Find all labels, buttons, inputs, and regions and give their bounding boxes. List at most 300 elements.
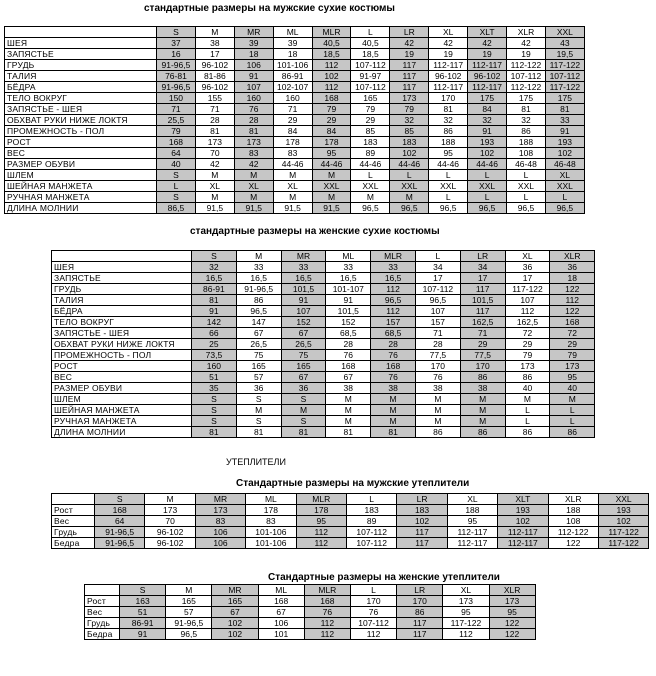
row-label: ЗАПЯСТЬЕ - ШЕЯ [5,104,157,115]
table-cell: 84 [468,104,507,115]
table-cell: 16,5 [281,273,326,284]
table-cell: L [507,192,546,203]
table-cell: 44-46 [351,159,390,170]
table-cell: 46-48 [545,159,584,170]
table-cell: 173 [443,596,489,607]
table-cell: 96,5 [351,203,390,214]
table-cell: 112-117 [447,538,497,549]
table-cell: S [236,416,281,427]
table-cell: 91,5 [273,203,312,214]
table-cell: 18 [234,49,273,60]
table-cell: XXL [429,181,468,192]
size-header-cell: M [195,27,234,38]
table-cell: 112 [296,538,346,549]
table-cell: L [550,405,595,416]
table-cell: 112 [304,618,350,629]
table-cell: 67 [212,607,258,618]
table-cell: M [371,405,416,416]
table-cell: 108 [548,516,598,527]
table-cell: M [415,394,460,405]
table-cell: M [312,170,351,181]
table-cell: 178 [246,505,296,516]
table-cell: 170 [397,596,443,607]
table-cell: 17 [415,273,460,284]
table-cell: 32 [468,115,507,126]
size-header-cell: M [236,251,281,262]
table-cell: 91 [120,629,166,640]
table-cell: 147 [236,317,281,328]
table-row [5,82,585,93]
table-cell: 168 [550,317,595,328]
table-cell: 112 [371,284,416,295]
table-cell: 101-106 [246,527,296,538]
table-row [5,93,585,104]
table-cell: 96-102 [145,538,195,549]
table-cell: 150 [157,93,196,104]
table-cell: 75 [236,350,281,361]
table-cell: 29 [351,115,390,126]
table-row [5,181,585,192]
table-cell: 101-106 [273,60,312,71]
table-cell: 122 [489,618,535,629]
size-header-cell: L [350,585,396,596]
table-cell: 76 [371,350,416,361]
table-cell: L [468,192,507,203]
table-cell: 42 [234,159,273,170]
table-cell: S [281,416,326,427]
table-cell: M [415,416,460,427]
table-cell: 86 [505,427,550,438]
table-cell: 38 [371,383,416,394]
table-cell: 101-107 [326,284,371,295]
table-cell: 107-112 [415,284,460,295]
table-cell: 168 [371,361,416,372]
row-label: ЗАПЯСТЬЕ [52,273,192,284]
table-cell: L [468,170,507,181]
table-cell: M [326,416,371,427]
table-cell: 96,5 [429,203,468,214]
table-cell: 170 [415,361,460,372]
size-header-cell: XLR [489,585,535,596]
table-row [5,60,585,71]
table-cell: 117-122 [598,538,648,549]
table-cell: 29 [273,115,312,126]
table-cell: 76-81 [157,71,196,82]
row-label: ШЛЕМ [5,170,157,181]
table-cell: XL [273,181,312,192]
table-cell: M [460,405,505,416]
table-cell: 67 [281,372,326,383]
table-cell: 76 [304,607,350,618]
size-header-cell: S [157,27,196,38]
row-label: РУЧНАЯ МАНЖЕТА [5,192,157,203]
row-label: ТЕЛО ВОКРУГ [52,317,192,328]
size-header-cell: MLR [296,494,346,505]
table-cell: 117 [460,284,505,295]
table-cell: 91-96,5 [95,527,145,538]
table-cell: 107-112 [545,71,584,82]
table-cell: 112-122 [507,60,546,71]
table-cell: 64 [157,148,196,159]
table-cell: 28 [195,115,234,126]
table-cell: L [507,170,546,181]
table-cell: 168 [258,596,304,607]
table-cell: 102 [498,516,548,527]
table-cell: 57 [166,607,212,618]
table-cell: 165 [166,596,212,607]
table-row [5,104,585,115]
table-row [52,350,595,361]
table-cell: 112 [505,306,550,317]
size-header-cell: XXL [598,494,648,505]
table-row [52,295,595,306]
table-cell: 155 [195,93,234,104]
table-cell: 81 [545,104,584,115]
row-label: Грудь [85,618,120,629]
table-cell: S [192,416,237,427]
table-cell: 96,5 [468,203,507,214]
table-cell: 70 [145,516,195,527]
table-cell: S [192,405,237,416]
table-cell: 17 [195,49,234,60]
table-cell: 66 [192,328,237,339]
table-cell: M [273,170,312,181]
size-header-cell: LR [390,27,429,38]
table-cell: 163 [120,596,166,607]
table-cell: 102 [397,516,447,527]
size-header-cell: LR [397,585,443,596]
table-cell: 117-122 [545,60,584,71]
women-insul-size-table [84,584,536,640]
table-cell: 106 [258,618,304,629]
size-header-cell: L [346,494,396,505]
table-cell: 38 [195,38,234,49]
table-cell: 89 [346,516,396,527]
table-cell: 102 [598,516,648,527]
table-cell: 122 [550,306,595,317]
table-cell: 112 [443,629,489,640]
table-cell: M [371,416,416,427]
table-cell: 91 [468,126,507,137]
table-cell: 112-117 [429,60,468,71]
size-header-cell: XL [443,585,489,596]
table-cell: 68,5 [326,328,371,339]
table-cell: 102 [545,148,584,159]
table-row [52,383,595,394]
row-label: Бедра [52,538,95,549]
table-cell: 112 [296,527,346,538]
table-cell: 86 [550,427,595,438]
row-label: ЗАПЯСТЬЕ - ШЕЯ [52,328,192,339]
table-cell: S [281,394,326,405]
table-cell: 91-96,5 [95,538,145,549]
table-cell: 91,5 [195,203,234,214]
table-cell: 67 [258,607,304,618]
table-cell: 86 [507,126,546,137]
table-cell: 175 [507,93,546,104]
row-label: РАЗМЕР ОБУВИ [5,159,157,170]
table-cell: 81 [429,104,468,115]
table-cell: 112-122 [507,82,546,93]
table-cell: 29 [460,339,505,350]
table-cell: 101-106 [246,538,296,549]
table-row [5,170,585,181]
table-cell: S [157,192,196,203]
table-cell: 81 [507,104,546,115]
table-cell: 101,5 [460,295,505,306]
table-cell: 16 [157,49,196,60]
table-row [52,273,595,284]
table-cell: 173 [234,137,273,148]
table-cell: S [157,170,196,181]
table-cell: 44-46 [273,159,312,170]
table-row [85,629,536,640]
table-cell: 33 [236,262,281,273]
table-cell: 85 [390,126,429,137]
table-cell: 40 [505,383,550,394]
table-cell: 36 [236,383,281,394]
row-label: Вес [52,516,95,527]
table-cell: 75 [281,350,326,361]
table-cell: 91 [326,295,371,306]
table-cell: 36 [550,262,595,273]
table-cell: L [429,192,468,203]
row-label: ТАЛИЯ [5,71,157,82]
table-row [5,71,585,82]
table-cell: 19 [390,49,429,60]
table-cell: 178 [296,505,346,516]
size-header-cell: MR [234,27,273,38]
size-header-cell: S [95,494,145,505]
table-cell: 32 [390,115,429,126]
table-cell: 34 [460,262,505,273]
row-label: ШЕЯ [5,38,157,49]
header-corner [52,251,192,262]
header-corner [85,585,120,596]
table-cell: 36 [281,383,326,394]
table-cell: M [460,394,505,405]
table-cell: 162,5 [460,317,505,328]
table-cell: 42 [507,38,546,49]
table-cell: M [273,192,312,203]
row-label: Грудь [52,527,95,538]
table-cell: 79 [351,104,390,115]
table-row [52,262,595,273]
table-row [52,284,595,295]
table-cell: 29 [550,339,595,350]
table-cell: 117 [390,82,429,93]
table-cell: L [505,416,550,427]
table-cell: M [505,394,550,405]
table-row [5,126,585,137]
table-cell: 85 [351,126,390,137]
table-cell: 165 [351,93,390,104]
table-cell: 102 [212,629,258,640]
size-header-cell: XL [447,494,497,505]
table-cell: 91 [281,295,326,306]
table-cell: 112 [312,82,351,93]
row-label: ШЕЙНАЯ МАНЖЕТА [5,181,157,192]
table-cell: 91-96,5 [236,284,281,295]
table-cell: 142 [192,317,237,328]
table-cell: 38 [415,383,460,394]
table-cell: L [545,192,584,203]
table-cell: 26,5 [281,339,326,350]
table-cell: 81 [192,295,237,306]
row-label: ШЕЯ [52,262,192,273]
size-header-cell: S [120,585,166,596]
table-cell: 79 [390,104,429,115]
table-cell: 112-117 [468,82,507,93]
table-cell: 101,5 [326,306,371,317]
table-cell: 83 [246,516,296,527]
table-cell: 112-117 [498,527,548,538]
row-label: ОБХВАТ РУКИ НИЖЕ ЛОКТЯ [5,115,157,126]
table-cell: 33 [371,262,416,273]
table-row [5,49,585,60]
table-cell: 96,5 [507,203,546,214]
table-cell: 122 [550,284,595,295]
table-cell: 117 [397,618,443,629]
table-cell: 40,5 [351,38,390,49]
table-cell: 168 [326,361,371,372]
table-cell: 173 [195,137,234,148]
men-insul-title: Стандартные размеры на мужские утеплители [236,478,470,489]
table-row [5,148,585,159]
table-cell: 42 [429,38,468,49]
row-label: ШЕЙНАЯ МАНЖЕТА [52,405,192,416]
table-cell: 102 [312,71,351,82]
table-cell: 38 [460,383,505,394]
table-cell: 107-112 [346,527,396,538]
table-row [52,306,595,317]
table-row [52,339,595,350]
table-cell: 117-122 [545,82,584,93]
table-cell: 18 [273,49,312,60]
table-cell: 57 [236,372,281,383]
table-cell: M [195,192,234,203]
table-cell: 96-102 [429,71,468,82]
table-cell: 117 [397,527,447,538]
table-cell: 91-96,5 [166,618,212,629]
table-cell: 25 [192,339,237,350]
size-header-cell: XL [429,27,468,38]
table-cell: 157 [371,317,416,328]
size-header-cell: ML [326,251,371,262]
table-cell: 107-112 [346,538,396,549]
table-row [5,115,585,126]
table-cell: 39 [234,38,273,49]
table-cell: 91-96,5 [157,82,196,93]
size-header-cell: MR [212,585,258,596]
table-cell: 96,5 [415,295,460,306]
table-cell: 173 [390,93,429,104]
table-row [5,159,585,170]
table-cell: XXL [545,181,584,192]
table-cell: 86 [397,607,443,618]
row-label: БЁДРА [52,306,192,317]
size-header-cell: XXL [545,27,584,38]
table-cell: 117-122 [505,284,550,295]
table-cell: 96,5 [166,629,212,640]
table-cell: 170 [429,93,468,104]
row-label: РОСТ [52,361,192,372]
row-label: Рост [52,505,95,516]
table-row [52,538,649,549]
row-label: РУЧНАЯ МАНЖЕТА [52,416,192,427]
table-row [85,618,536,629]
table-cell: 160 [273,93,312,104]
table-cell: M [390,192,429,203]
table-cell: 35 [192,383,237,394]
table-cell: 71 [273,104,312,115]
size-header-cell: S [192,251,237,262]
table-cell: 46-48 [507,159,546,170]
table-cell: 19 [429,49,468,60]
table-cell: 101,5 [281,284,326,295]
table-cell: XL [195,181,234,192]
row-label: ГРУДЬ [52,284,192,295]
table-cell: 173 [195,505,245,516]
table-row [52,505,649,516]
table-cell: 117 [390,60,429,71]
table-cell: 112-117 [498,538,548,549]
table-cell: 40 [550,383,595,394]
table-row [52,394,595,405]
size-header-cell: L [351,27,390,38]
table-cell: 117-122 [443,618,489,629]
table-cell: 102 [212,618,258,629]
table-cell: 86-91 [273,71,312,82]
table-cell: 71 [157,104,196,115]
table-cell: 160 [192,361,237,372]
table-cell: 32 [507,115,546,126]
table-cell: 36 [505,262,550,273]
table-cell: 81 [195,126,234,137]
table-cell: 178 [273,137,312,148]
table-cell: 86,5 [157,203,196,214]
table-cell: 112-117 [447,527,497,538]
row-label: РОСТ [5,137,157,148]
size-header-cell: MLR [371,251,416,262]
table-cell: 183 [390,137,429,148]
size-header-cell: LR [397,494,447,505]
table-row [5,192,585,203]
table-cell: M [234,192,273,203]
table-cell: M [312,192,351,203]
row-label: ПРОМЕЖНОСТЬ - ПОЛ [52,350,192,361]
table-row [5,203,585,214]
table-cell: XXL [351,181,390,192]
table-cell: 81-86 [195,71,234,82]
table-cell: M [371,394,416,405]
table-cell: XXL [390,181,429,192]
table-cell: 77,5 [415,350,460,361]
table-cell: 84 [312,126,351,137]
table-cell: 112 [312,60,351,71]
table-cell: L [550,416,595,427]
table-cell: 83 [195,516,245,527]
table-cell: XXL [312,181,351,192]
table-cell: 44-46 [468,159,507,170]
table-cell: 79 [550,350,595,361]
table-cell: 40,5 [312,38,351,49]
table-cell: 38 [326,383,371,394]
table-cell: 44-46 [312,159,351,170]
table-cell: 28 [371,339,416,350]
men-insul-size-table [51,493,649,549]
table-cell: L [351,170,390,181]
